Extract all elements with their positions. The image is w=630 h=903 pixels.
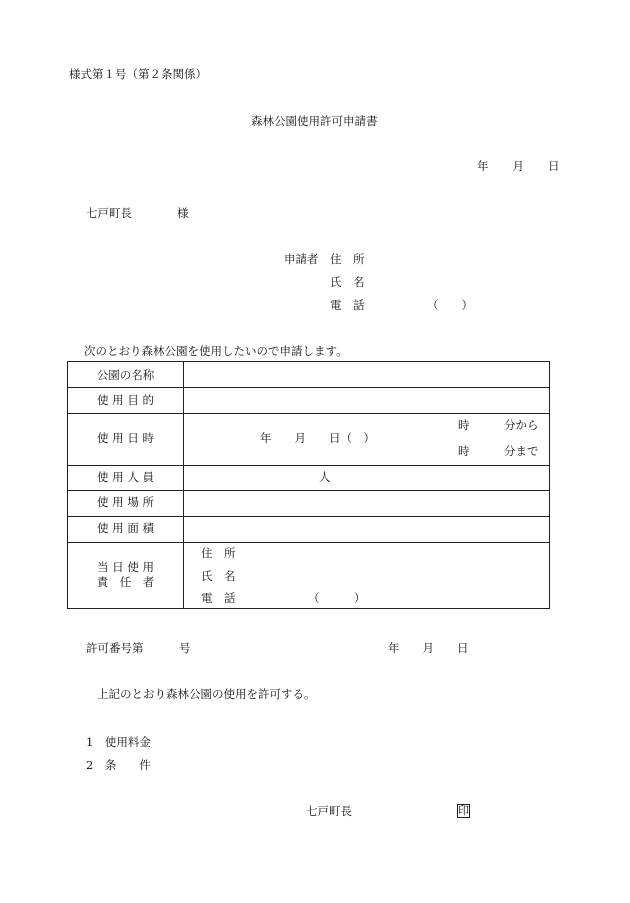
date-month: 月 [512, 159, 524, 173]
label-datetime: 使 用 日 時 [97, 431, 154, 445]
row-divider [68, 387, 549, 388]
permit-statement: 上記のとおり森林公園の使用を許可する。 [97, 687, 316, 701]
label-place: 使 用 場 所 [97, 495, 154, 509]
applicant-name-label: 氏 名 [330, 275, 365, 289]
applicant-address-label: 住 所 [330, 252, 365, 266]
seal-mark: 印 [458, 804, 469, 817]
addressee-honorific: 様 [177, 206, 189, 220]
time-to: 時 分まで [458, 444, 539, 458]
intro-text: 次のとおり森林公園を使用したいので申請します。 [84, 344, 348, 358]
row-divider [68, 490, 549, 491]
row-divider [68, 413, 549, 414]
row-divider [68, 516, 549, 517]
responsible-phone-parens: （ ） [308, 591, 366, 605]
responsible-name: 氏 名 [201, 569, 236, 583]
permit-item-fee: 1 使用料金 [86, 735, 151, 749]
applicant-phone-parens: （ ） [427, 298, 473, 312]
label-park-name: 公園の名称 [96, 368, 155, 382]
date-line [477, 161, 560, 173]
column-divider [183, 362, 184, 608]
applicant-label: 申請者 [284, 252, 319, 266]
form-number: 様式第１号（第２条関係） [69, 67, 207, 81]
label-people: 使 用 人 員 [97, 470, 154, 484]
date-year: 年 [477, 159, 489, 173]
label-responsible-2: 責 任 者 [96, 575, 155, 589]
permit-number-label: 許可番号第 [86, 641, 144, 655]
applicant-phone-label: 電 話 [330, 298, 365, 312]
permit-item-conditions: 2 条 件 [86, 758, 151, 772]
permit-number-suffix: 号 [179, 641, 191, 655]
datetime-date: 年 月 日（ ） [260, 431, 375, 445]
date-day: 日 [548, 159, 560, 173]
addressee-name: 七戸町長 [86, 206, 132, 220]
application-table [67, 361, 550, 609]
responsible-address: 住 所 [201, 546, 236, 560]
responsible-phone: 電 話 [201, 591, 236, 605]
document-title: 森林公園使用許可申請書 [251, 114, 378, 128]
permit-date: 年 月 日 [388, 641, 469, 655]
label-purpose: 使 用 目 的 [97, 393, 154, 407]
row-divider [68, 465, 549, 466]
time-from: 時 分から [458, 418, 539, 432]
issuer-name: 七戸町長 [306, 804, 352, 818]
people-unit: 人 [319, 470, 331, 484]
label-area: 使 用 面 積 [97, 521, 154, 535]
label-responsible-1: 当 日 使 用 [97, 560, 154, 574]
row-divider [68, 542, 549, 543]
